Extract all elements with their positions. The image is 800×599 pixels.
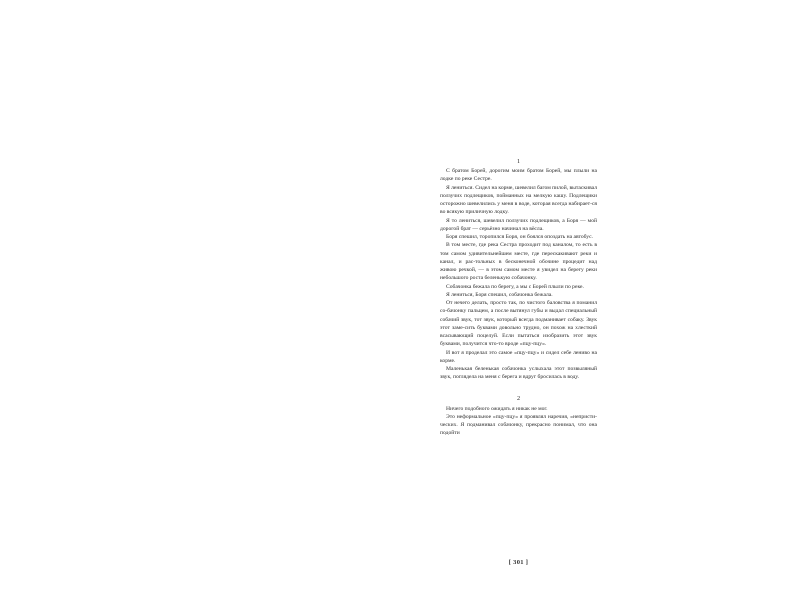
book-page [440,158,597,438]
paragraph: Я лениться, Боря спешил, собачонка бежала. [446,291,553,298]
paragraph: Боря спешил, торопился Боря, он боялся опоздать на автобус. [446,234,593,240]
paragraph: Ничего подобного ожидать я никак не мог. [446,405,548,412]
paragraph: Я лениться. Сидел на корме, шевелил багом пилой, вытаскивал ползучих подлещиков, пойманных на мелкую кашу. Подлещики осторожно шевелились у меня в воде, которая всегда набирает-ся во всякую приличную лодку. [440,184,597,216]
paragraph: С братом Борей, дорогим моим братом Борей, мы плыли на лодке по реке Сестре. [440,168,597,183]
page-number: [ 301 ] [508,559,529,566]
paragraph: От нечего делать, просто так, по чистого баловства я поманил со-бачонку пальцем, а после вытянул губы и выдал специальный собачий звук, тот звук, который всегда подманивает собаку. Звук этот заме-сить буквами довольно трудно, он похож на хлесткий всасывающий поцелуй. Если пытаться изобразить этот звук буквами, получится что-то вроде «пцу-пцу». [440,300,597,348]
paragraph: Собачонка бежала по берегу, а мы с Борей плыли по реке. [446,283,584,290]
section-number: 2 [516,394,521,402]
section-2 [440,395,597,438]
paragraph: И вот я проделал это самое «пцу-пцу» и сидел себе лениво на корме. [440,349,597,364]
paragraph: В том месте, где река Сестра проходит под каналом, то есть в том самом удивительнейшем месте, где перескакивают реки и канал, и рас-тольных в бесконечной обочине процедит над живою речкой, — в этом самом месте я увидел на берегу реки небольшого роста беленькую собачонку. [440,242,597,282]
section-1 [440,158,597,382]
paragraph: Я то лениться, шевелил ползучих подлещиков, а Боря — мой дорогой брат — серьёзно начинал на вёсла. [440,217,597,232]
paragraph: Маленькая беленькая собачонка услыхала этот позвыляный звук, поглядела на меня с берега и вдруг бросилась в воду. [440,366,597,381]
section-number: 1 [516,158,521,165]
paragraph: Это неформальное «пцу-пцу» я проявлял наречия, «непристи-ческих. Я подманивал собачонку, прекрасно понимал, что она подойти [440,413,597,437]
